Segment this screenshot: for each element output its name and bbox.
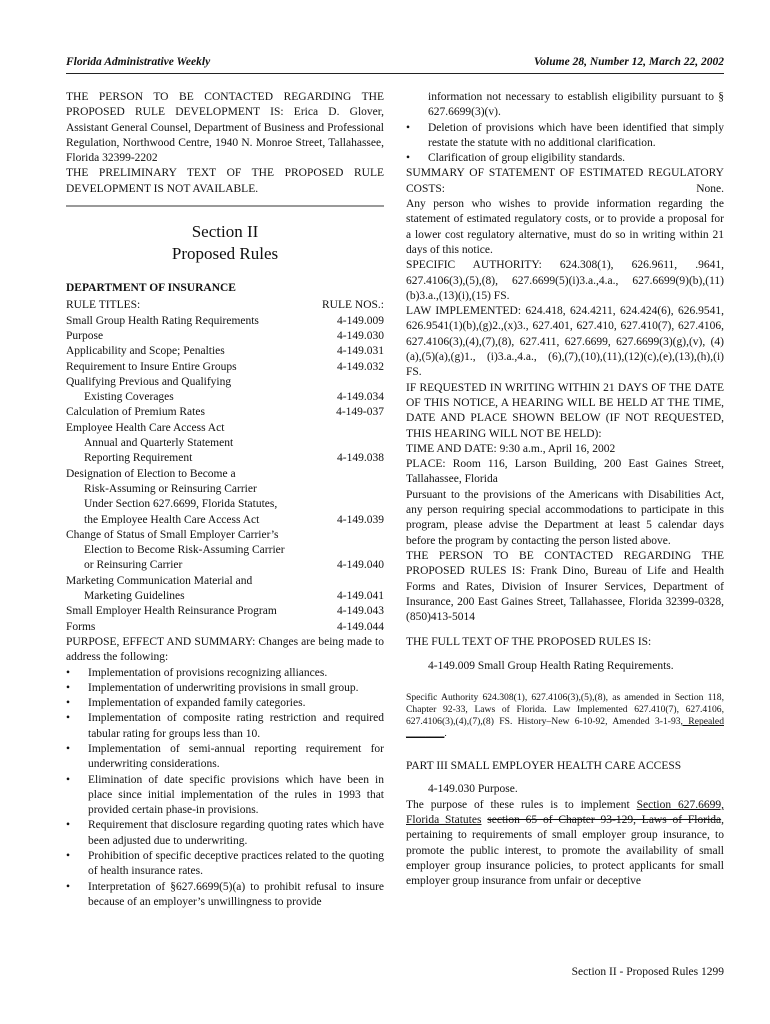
rule-row — [66, 421, 384, 436]
rule-number — [324, 436, 384, 451]
continued-bullet-list — [406, 90, 724, 121]
rule-title: Calculation of Premium Rates — [66, 406, 205, 419]
page-footer: Section II - Proposed Rules 1299 — [571, 966, 724, 978]
rule-row — [66, 329, 384, 344]
rule-row — [66, 497, 384, 512]
rule-row — [66, 482, 384, 497]
rule-list-header — [66, 298, 384, 313]
rule-title: Change of Status of Small Employer Carrier’s — [66, 528, 279, 541]
added-text: Section 627.6699, Florida Statutes — [406, 798, 724, 827]
rule-title: Employee Health Care Access Act — [66, 421, 225, 434]
right-column — [406, 90, 724, 890]
rule-number — [324, 421, 384, 436]
contact-paragraph: THE PERSON TO BE CONTACTED REGARDING THE PROPOSED RULES IS: Frank Dino, Bureau of Life and Health Forms and Rates, Division of Insurer Services, Department of Insurance, 200 East Gaines Street, Tallahassee, Florida 32399-0328, (850)413-5014 — [406, 549, 724, 624]
section-divider — [66, 205, 384, 207]
rule-number: 4-149.034 — [337, 391, 384, 404]
rule-row — [66, 528, 384, 543]
rule-row — [66, 620, 384, 635]
section-heading — [66, 221, 384, 265]
purpose-paragraph: The purpose of these rules is to implement Section 627.6699, Florida Statutes section 65 of Chapter 93-129, Laws of Florida, pertaining to requirements of small employer group insurance, to promote the public interest, to promote the availability of small employer group insurance policies, to protect applicants for small employer group insurance from unfair or deceptive — [406, 798, 724, 888]
rule-number — [324, 467, 384, 482]
rule-title: Qualifying Previous and Qualifying — [66, 375, 232, 388]
list-item: • Interpretation of §627.6699(5)(a) to prohibit refusal to insure because of an employer’s unwillingness to provide — [66, 880, 384, 911]
rule-row — [66, 574, 384, 589]
running-header — [66, 56, 724, 72]
rule-number: 4-149.038 — [337, 452, 384, 465]
rule-number — [324, 482, 384, 497]
rule-row — [66, 451, 384, 466]
rule-number — [324, 528, 384, 543]
law-implemented: LAW IMPLEMENTED: 624.418, 624.4211, 624.424(6), 626.9541, 626.9541(1)(b),(g)2.,(x)3., 627.401, 627.410, 627.410(7), 627.4106, 627.4106(3),(4),(7),(8), 627.411, 627.6699, 627.6699(3)(g),(v), (4)(a),(5)(a),(g)1., (i)3.a.,4.a., (6),(7),(10),(11),(12)(c),(e),(13),(h),(i) FS. — [406, 305, 724, 379]
bullet-list — [406, 121, 724, 167]
list-item: • Clarification of group eligibility standards. — [406, 151, 724, 166]
rule-row — [66, 436, 384, 451]
list-item: • Prohibition of specific deceptive practices related to the quoting of health insurance rates. — [66, 849, 384, 880]
preliminary-text: THE PRELIMINARY TEXT OF THE PROPOSED RULE DEVELOPMENT IS NOT AVAILABLE. — [66, 167, 384, 195]
rule-title: Forms — [66, 620, 96, 633]
place: PLACE: Room 116, Larson Building, 200 East Gaines Street, Tallahassee, Florida — [406, 458, 724, 486]
rule-title: or Reinsuring Carrier — [84, 559, 183, 572]
rule-title: Marketing Communication Material and — [66, 574, 253, 587]
rule-number: 4-149.044 — [337, 620, 384, 633]
rule-030-title: 4-149.030 Purpose. — [428, 783, 518, 796]
list-item: • Requirement that disclosure regarding quoting rates which have been adjusted due to underwriting. — [66, 818, 384, 849]
rule-title: Reporting Requirement — [84, 452, 193, 465]
full-text-heading: THE FULL TEXT OF THE PROPOSED RULES IS: — [406, 636, 652, 649]
rule-row — [66, 589, 384, 604]
rule-number — [324, 574, 384, 589]
rule-title: Small Employer Health Reinsurance Program — [66, 605, 277, 618]
department-heading: DEPARTMENT OF INSURANCE — [66, 282, 236, 295]
rule-title: Risk-Assuming or Reinsuring Carrier — [84, 482, 257, 495]
volume-info: Volume 28, Number 12, March 22, 2002 — [533, 56, 724, 68]
rule-title: Marketing Guidelines — [84, 590, 185, 603]
rule-009-history: Specific Authority 624.308(1), 627.4106(3),(5),(8), as amended in Section 118, Chapter 92-33, Laws of Florida. Law Implemented 627.410(7), 627.4106, 627.4106(3),(4),(7),(8) FS. History–New 6-10-92, Amended 3-1-93, Repealed ________. — [406, 691, 724, 739]
rule-row — [66, 543, 384, 558]
rule-nos-label: RULE NOS.: — [322, 299, 384, 312]
rule-title: Existing Coverages — [84, 391, 174, 404]
rule-number — [324, 375, 384, 390]
rule-row — [66, 467, 384, 482]
rule-number: 4-149.043 — [337, 605, 384, 618]
rule-title: Election to Become Risk-Assuming Carrier — [84, 544, 285, 557]
rule-number: 4-149.041 — [337, 590, 384, 603]
rule-row — [66, 390, 384, 405]
rule-number: 4-149.040 — [337, 559, 384, 572]
time-and-date: TIME AND DATE: 9:30 a.m., April 16, 2002 — [406, 442, 616, 455]
rule-list — [66, 314, 384, 635]
header-rule — [66, 73, 724, 74]
rule-row — [66, 344, 384, 359]
rule-number — [324, 543, 384, 558]
rule-title: the Employee Health Care Access Act — [84, 513, 260, 526]
contact-intro: THE PERSON TO BE CONTACTED REGARDING THE PROPOSED RULE DEVELOPMENT IS: Erica D. Glover, Assistant General Counsel, Department of Business and Professional Regulation, Northwood Centre, 1940 N. Monroe Street, Tallahassee, Florida 32399-2202 — [66, 91, 384, 165]
summary-costs: SUMMARY OF STATEMENT OF ESTIMATED REGULATORY COSTS: None. — [406, 167, 724, 195]
deleted-text: section 65 of Chapter 93-129, Laws of Florida — [487, 814, 722, 827]
rule-title: Applicability and Scope; Penalties — [66, 345, 225, 358]
list-item: • Implementation of composite rating restriction and required tabular rating for groups less than 10. — [66, 711, 384, 742]
hearing-notice: IF REQUESTED IN WRITING WITHIN 21 DAYS OF THE DATE OF THIS NOTICE, A HEARING WILL BE HELD AT THE TIME, DATE AND PLACE SHOWN BELOW (IF NOT REQUESTED, THIS HEARING WILL NOT BE HELD): — [406, 381, 724, 440]
rule-row — [66, 513, 384, 528]
list-item: • Elimination of date specific provisions which have been in place since initial implementation of the rules in 1993 that provided certain phase-in provisions. — [66, 773, 384, 819]
added-text: , Repealed ________ — [406, 715, 724, 739]
rule-title: Small Group Health Rating Requirements — [66, 314, 259, 327]
rule-titles-label: RULE TITLES: — [66, 299, 141, 312]
purpose-intro: PURPOSE, EFFECT AND SUMMARY: Changes are being made to address the following: — [66, 635, 384, 664]
list-item: information not necessary to establish eligibility pursuant to § 627.6699(3)(v). — [428, 91, 724, 119]
list-item: • Implementation of underwriting provisions in small group. — [66, 681, 384, 696]
rule-row — [66, 360, 384, 375]
left-column — [66, 90, 384, 910]
rule-title: Purpose — [66, 329, 104, 342]
publication-title: Florida Administrative Weekly — [66, 56, 211, 68]
rule-title: Under Section 627.6699, Florida Statutes, — [84, 498, 278, 511]
rule-number: 4-149.032 — [337, 360, 384, 373]
rule-number — [324, 497, 384, 512]
rule-number: 4-149.039 — [337, 513, 384, 526]
section-number: Section II — [191, 222, 259, 242]
rule-009-title: 4-149.009 Small Group Health Rating Requirements. — [428, 659, 674, 672]
any-person-paragraph: Any person who wishes to provide information regarding the statement of estimated regulatory costs, or to provide a proposal for a lower cost regulatory alternative, must do so in writing within 21 days of this notice. — [406, 198, 724, 256]
specific-authority: SPECIFIC AUTHORITY: 624.308(1), 626.9611, .9641, 627.4106(3),(5),(8), 627.6699(5)(i)3.a.,4.a., 627.6699(9)(b),(11)(b)3.a.,(13)(i),(15) FS. — [406, 259, 724, 302]
rule-title: Requirement to Insure Entire Groups — [66, 360, 237, 373]
rule-title: Designation of Election to Become a — [66, 467, 236, 480]
rule-row — [66, 558, 384, 573]
rule-row — [66, 375, 384, 390]
list-item: • Implementation of provisions recognizing alliances. — [66, 666, 384, 681]
list-item: • Implementation of expanded family categories. — [66, 696, 384, 711]
ada-notice: Pursuant to the provisions of the Americans with Disabilities Act, any person requiring special accommodations to participate in this program, please advise the Department at least 5 calendar days before the program by contacting the person listed above. — [406, 488, 724, 547]
rule-title: Annual and Quarterly Statement — [84, 437, 234, 450]
rule-number: 4-149-037 — [336, 406, 384, 419]
rule-number: 4-149.030 — [337, 329, 384, 342]
rule-number: 4-149.009 — [337, 314, 384, 327]
purpose-bullet-list — [66, 666, 384, 911]
rule-row — [66, 604, 384, 619]
list-item: • Implementation of semi-annual reporting requirement for underwriting considerations. — [66, 742, 384, 773]
rule-number: 4-149.031 — [337, 345, 384, 358]
part-heading: PART III SMALL EMPLOYER HEALTH CARE ACCESS — [406, 760, 682, 773]
rule-row — [66, 314, 384, 329]
section-title: Proposed Rules — [171, 244, 279, 264]
list-item: • Deletion of provisions which have been identified that simply restate the statute with no additional clarification. — [406, 121, 724, 152]
rule-row — [66, 405, 384, 420]
